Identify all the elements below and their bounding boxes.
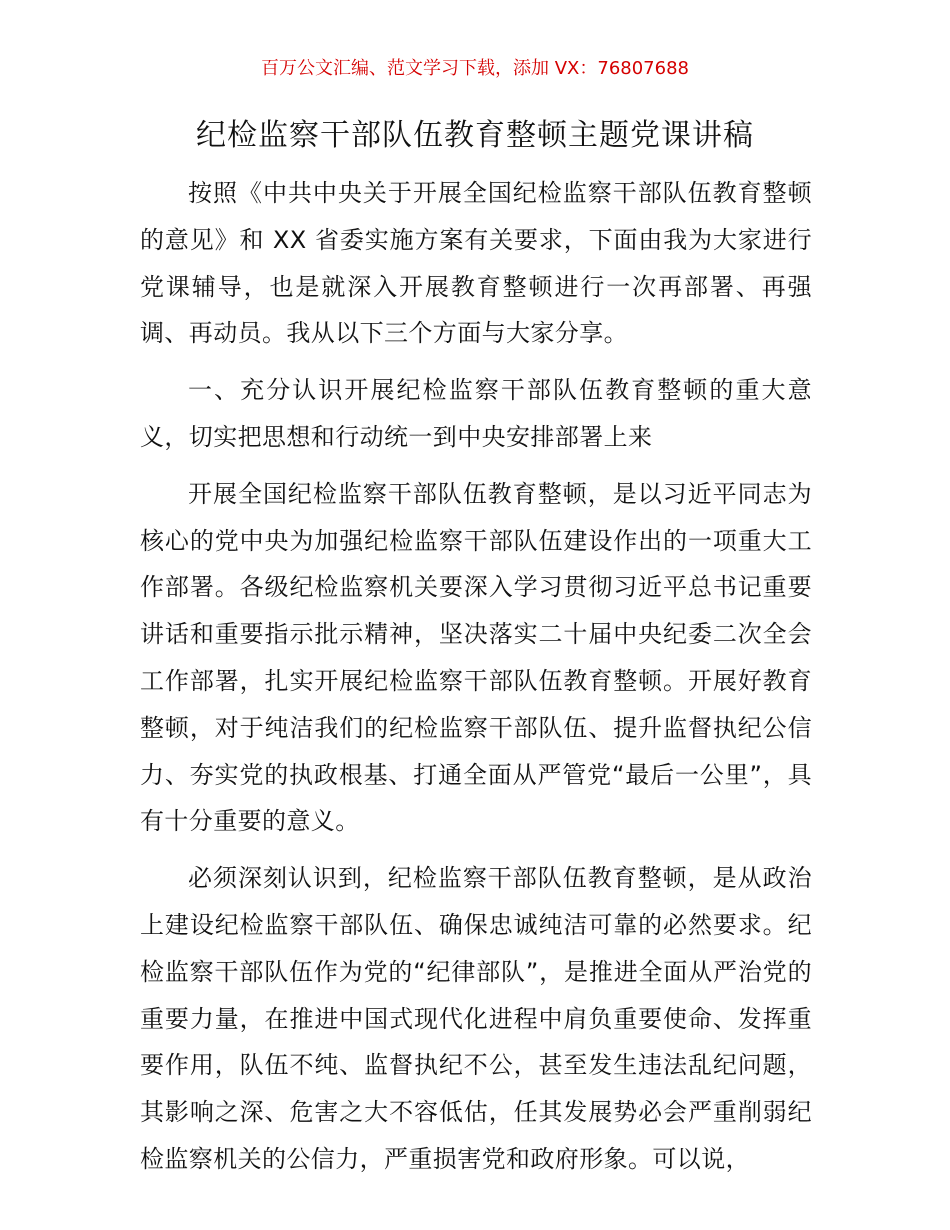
document-body [140, 170, 812, 1193]
paragraph-intro: 按照《中共中央关于开展全国纪检监察干部队伍教育整顿的意见》和 XX 省委实施方案有关要求，下面由我为大家进行党课辅导，也是就深入开展教育整顿进行一次再部署、再强调、再动员。我从以下三个方面与大家分享。 [140, 179, 812, 348]
section-heading-1: 一、充分认识开展纪检监察干部队伍教育整顿的重大意义，切实把思想和行动统一到中央安排部署上来 [140, 376, 812, 451]
paragraph-body: 必须深刻认识到，纪检监察干部队伍教育整顿，是从政治上建设纪检监察干部队伍、确保忠诚纯洁可靠的必然要求。纪检监察干部队伍作为党的“纪律部队”，是推进全面从严治党的重要力量，在推进中国式现代化进程中肩负重要使命、发挥重要作用，队伍不纯、监督执纪不公，甚至发生违法乱纪问题，其影响之深、危害之大不容低估，任其发展势必会严重削弱纪检监察机关的公信力，严重损害党和政府形象。可以说， [140, 864, 812, 1173]
header-banner: 百万公文汇编、范文学习下载，添加 VX：76807688 [261, 58, 689, 79]
paragraph-body: 开展全国纪检监察干部队伍教育整顿，是以习近平同志为核心的党中央为加强纪检监察干部队伍建设作出的一项重大工作部署。各级纪检监察机关要深入学习贯彻习近平总书记重要讲话和重要指示批示精神，坚决落实二十届中央纪委二次全会工作部署，扎实开展纪检监察干部队伍教育整顿。开展好教育整顿，对于纯洁我们的纪检监察干部队伍、提升监督执纪公信力、夯实党的执政根基、打通全面从严管党“最后一公里”，具有十分重要的意义。 [140, 479, 812, 836]
document-title: 纪检监察干部队伍教育整顿主题党课讲稿 [196, 118, 754, 153]
